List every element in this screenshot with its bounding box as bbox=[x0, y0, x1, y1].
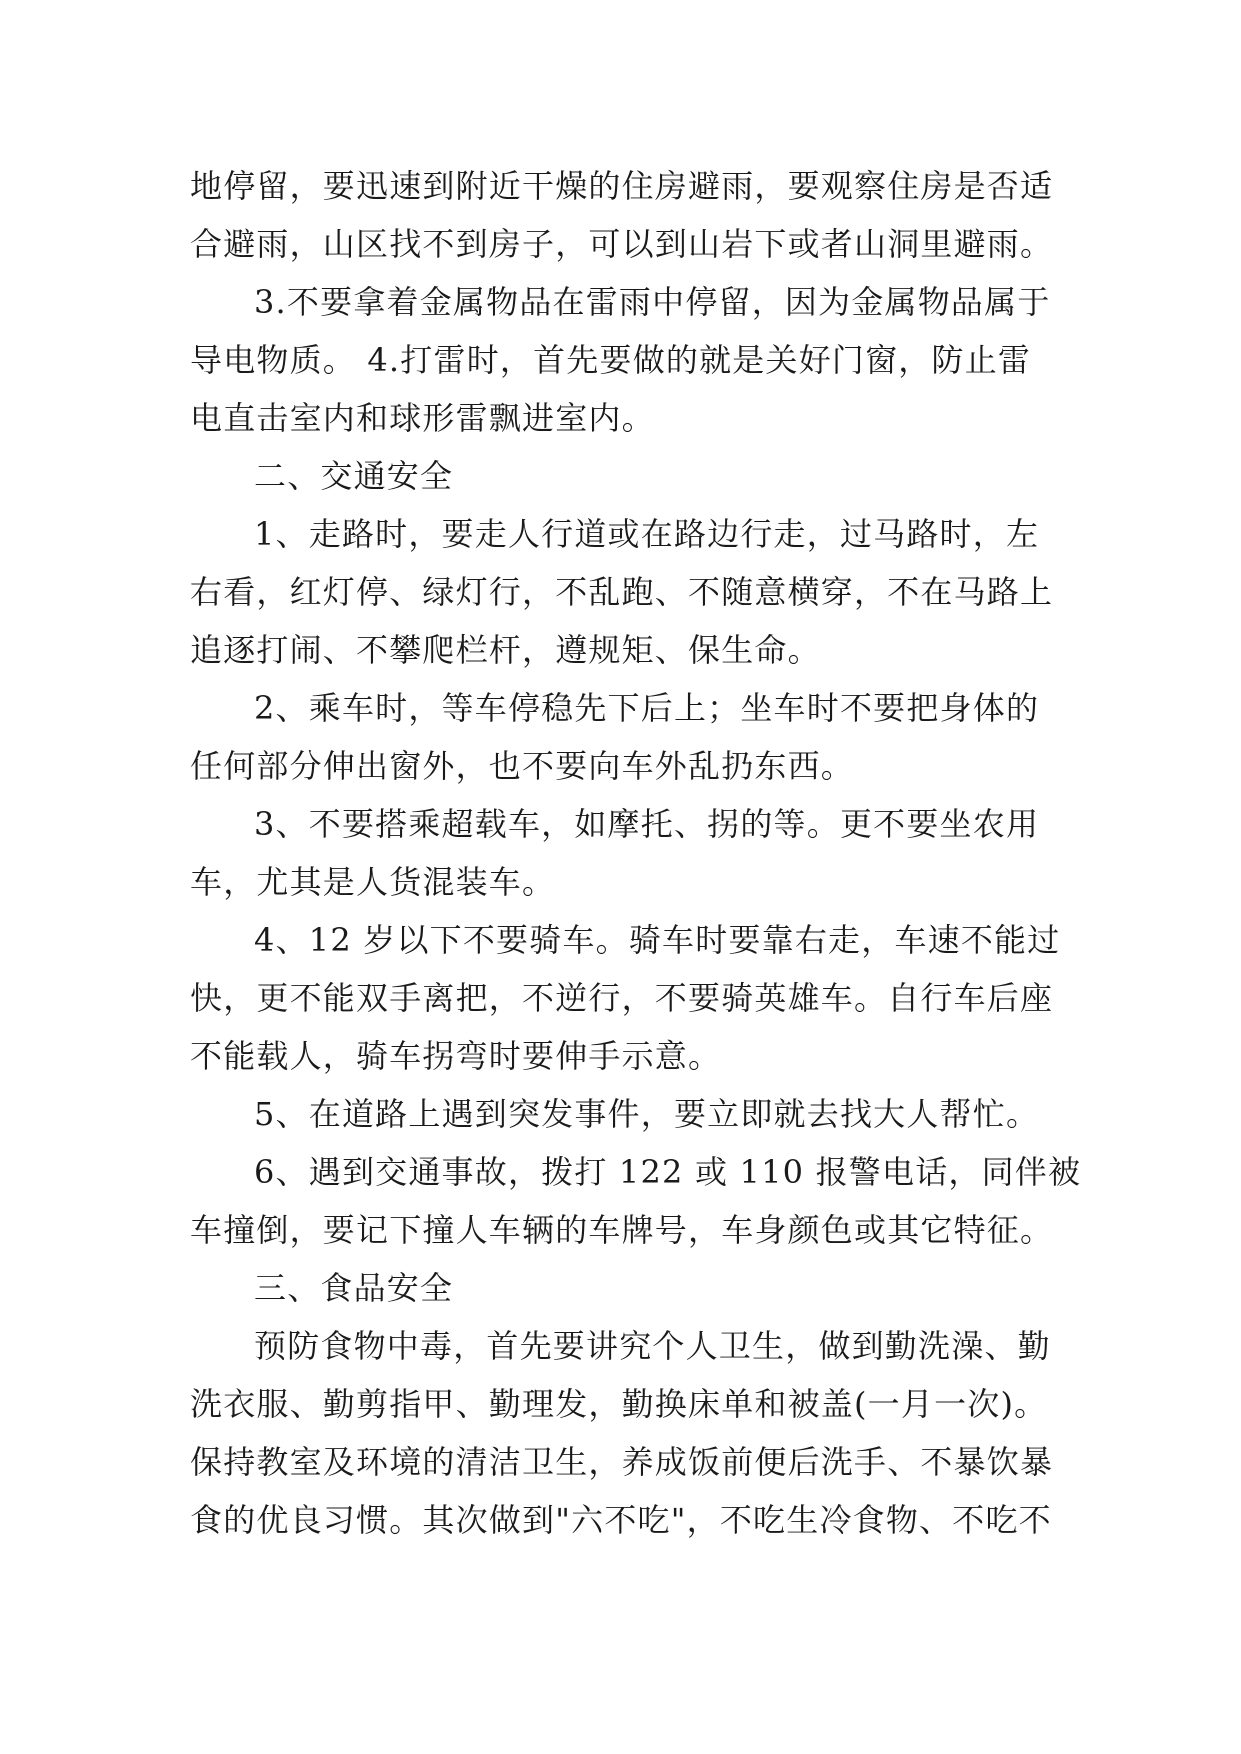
text-line: 3、不要搭乘超载车，如摩托、拐的等。更不要坐农用 bbox=[254, 805, 1040, 843]
text-line: 导电物质。 4.打雷时，首先要做的就是关好门窗，防止雷 bbox=[190, 341, 1032, 379]
text-line: 6、遇到交通事故，拨打 122 或 110 报警电话，同伴被 bbox=[254, 1153, 1082, 1191]
text-line: 快，更不能双手离把，不逆行，不要骑英雄车。自行车后座 bbox=[190, 979, 1054, 1017]
text-line: 任何部分伸出窗外，也不要向车外乱扔东西。 bbox=[190, 747, 855, 785]
text-line: 电直击室内和球形雷飘进室内。 bbox=[190, 399, 655, 437]
text-line: 2、乘车时，等车停稳先下后上；坐车时不要把身体的 bbox=[254, 689, 1040, 727]
text-line: 右看，红灯停、绿灯行，不乱跑、不随意横穿，不在马路上 bbox=[190, 573, 1054, 611]
text-line: 1、走路时，要走人行道或在路边行走，过马路时，左 bbox=[254, 515, 1040, 553]
text-line: 5、在道路上遇到突发事件，要立即就去找大人帮忙。 bbox=[254, 1095, 1040, 1133]
text-line: 车，尤其是人货混装车。 bbox=[190, 863, 556, 901]
document-body bbox=[190, 157, 1082, 1549]
text-line: 3.不要拿着金属物品在雷雨中停留，因为金属物品属于 bbox=[254, 283, 1051, 321]
text-line: 预防食物中毒，首先要讲究个人卫生，做到勤洗澡、勤 bbox=[254, 1327, 1051, 1365]
text-line: 追逐打闹、不攀爬栏杆，遵规矩、保生命。 bbox=[190, 631, 821, 669]
text-line: 食的优良习惯。其次做到"六不吃"，不吃生冷食物、不吃不 bbox=[190, 1501, 1052, 1539]
text-line: 三、食品安全 bbox=[254, 1269, 454, 1307]
text-line: 合避雨，山区找不到房子，可以到山岩下或者山洞里避雨。 bbox=[190, 225, 1054, 263]
text-line: 保持教室及环境的清洁卫生，养成饭前便后洗手、不暴饮暴 bbox=[190, 1443, 1054, 1481]
text-line: 4、12 岁以下不要骑车。骑车时要靠右走，车速不能过 bbox=[254, 921, 1061, 959]
text-line: 地停留，要迅速到附近干燥的住房避雨，要观察住房是否适 bbox=[190, 167, 1054, 205]
text-line: 车撞倒，要记下撞人车辆的车牌号，车身颜色或其它特征。 bbox=[190, 1211, 1054, 1249]
text-line: 二、交通安全 bbox=[254, 457, 454, 495]
text-line: 洗衣服、勤剪指甲、勤理发，勤换床单和被盖(一月一次)。 bbox=[190, 1385, 1048, 1423]
text-line: 不能载人，骑车拐弯时要伸手示意。 bbox=[190, 1037, 722, 1075]
